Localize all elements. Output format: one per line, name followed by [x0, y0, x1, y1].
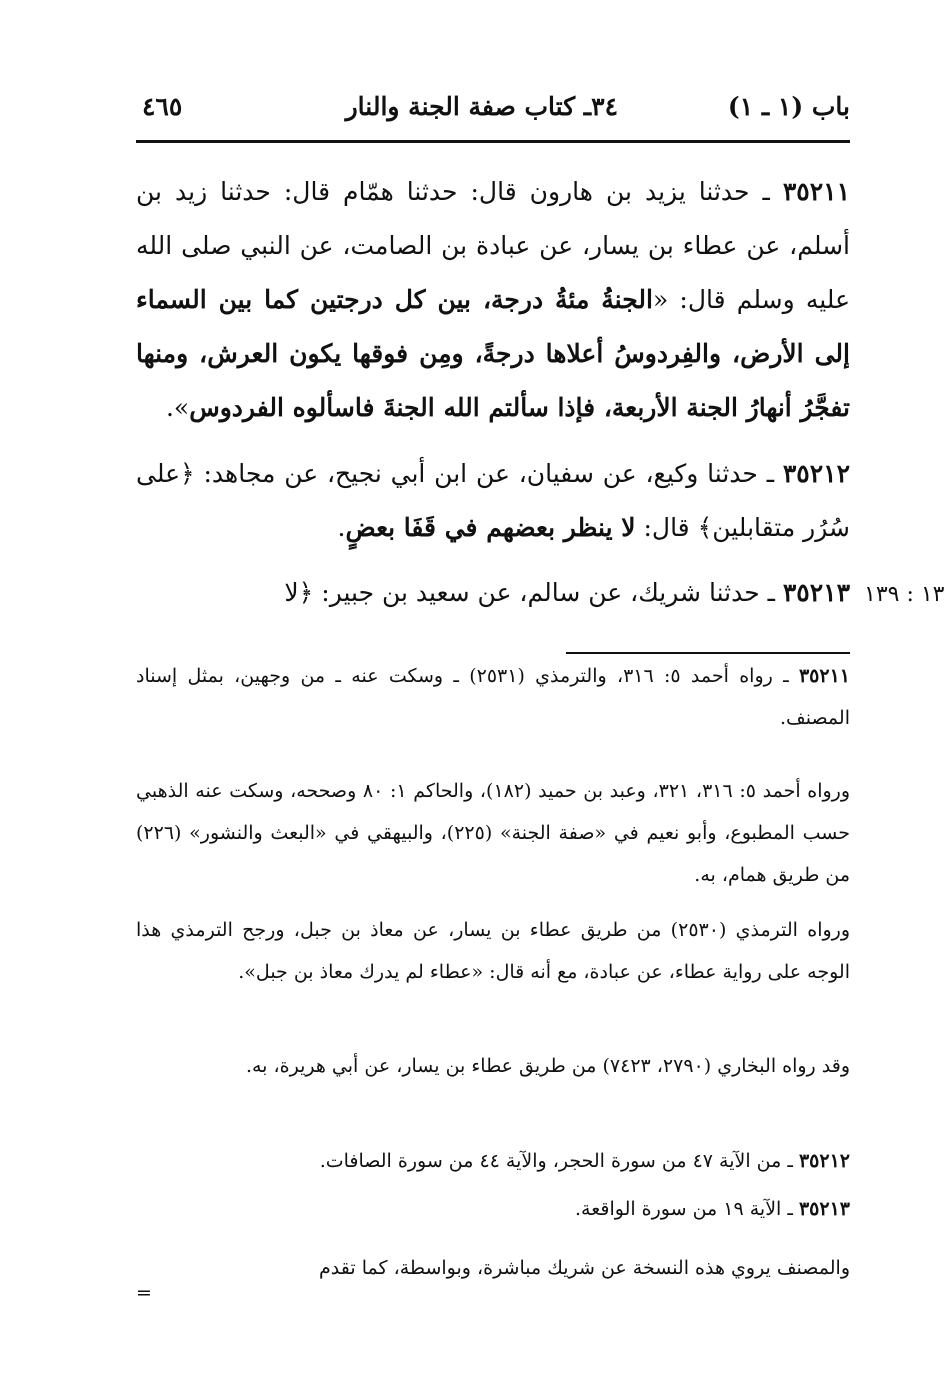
- hadith-matn: الجنةُ مئةُ درجة، بين كل درجتين كما بين السماء إلى الأرض، والفِردوسُ أعلاها درجةً، ومِن فوقها يكون العرش، ومنها تفجَّرُ أنهارُ الجنة الأربعة، فإذا سألتم الله الجنةَ فاسألوه الفردوس: [136, 285, 850, 422]
- footnote-paragraph: ورواه الترمذي (٢٥٣٠) من طريق عطاء بن يسار، عن معاذ بن جبل، ورجح الترمذي هذا الوجه على رواية عطاء، عن عبادة، مع أنه قال: «عطاء لم يدرك معاذ بن جبل».: [136, 919, 850, 983]
- chapter-label: باب (١ ـ ١): [727, 92, 850, 121]
- footnote-35212: [136, 1140, 850, 1182]
- footnote-number: ٣٥٢١١: [798, 665, 850, 687]
- hadith-matn: لا ينظر بعضهم في قَفَا بعضٍ: [345, 513, 636, 542]
- hadith-35212: [136, 447, 850, 555]
- footnote-35211: [136, 655, 850, 739]
- hadith-close: .: [337, 513, 346, 542]
- footnote-text: ـ من الآية ٤٧ من سورة الحجر، والآية ٤٤ من سورة الصافات.: [319, 1150, 799, 1172]
- hadith-35213: [136, 566, 850, 620]
- footnote-paragraph: وقد رواه البخاري (٢٧٩٠، ٧٤٢٣) من طريق عطاء بن يسار، عن أبي هريرة، به.: [245, 1055, 850, 1077]
- margin-reference: ١٣ : ١٣٩: [864, 582, 945, 607]
- hadith-35211: [136, 165, 850, 435]
- footnote-number: ٣٥٢١٣: [798, 1198, 850, 1220]
- hadith-close: ».: [165, 393, 190, 422]
- hadith-text: ـ حدثنا شريك، عن سالم، عن سعيد بن جبير: ﴿لا: [284, 578, 783, 607]
- footnote-text: ـ رواه أحمد ٥: ٣١٦، والترمذي (٢٥٣١) ـ وسكت عنه ـ من وجهين، بمثل إسناد المصنف.: [136, 665, 850, 729]
- hadith-text: ـ حدثنا وكيع، عن سفيان، عن ابن أبي نجيح، عن مجاهد: ﴿على سُرُر متقابلين﴾ قال:: [136, 459, 850, 542]
- footnote-paragraph: ورواه أحمد ٥: ٣١٦، ٣٢١، وعبد بن حميد (١٨٢)، والحاكم ١: ٨٠ وصححه، وسكت عنه الذهبي حسب المطبوع، وأبو نعيم في «صفة الجنة» (٢٢٥)، والبيهقي في «البعث والنشور» (٢٢٦) من طريق همام، به.: [136, 780, 851, 886]
- page-number: ٤٦٥: [142, 92, 183, 121]
- continuation-mark: =: [136, 1282, 152, 1304]
- footnote-paragraph: والمصنف يروي هذه النسخة عن شريك مباشرة، وبواسطة، كما تقدم: [319, 1257, 850, 1279]
- book-title: ٣٤ـ كتاب صفة الجنة والنار: [345, 92, 618, 121]
- hadith-number: ٣٥٢١٢: [782, 459, 850, 488]
- hadith-number: ٣٥٢١٣: [782, 578, 850, 607]
- page-header: [136, 88, 850, 134]
- hadith-number: ٣٥٢١١: [782, 177, 850, 206]
- header-rule: [136, 140, 850, 143]
- footnote-text: ـ الآية ١٩ من سورة الواقعة.: [575, 1198, 799, 1220]
- footnote-number: ٣٥٢١٢: [798, 1150, 850, 1172]
- hadith-text: ـ حدثنا يزيد بن هارون قال: حدثنا همّام قال: حدثنا زيد بن أسلم، عن عطاء بن يسار، عن عبادة بن الصامت، عن النبي صلى الله عليه وسلم قال: «: [136, 177, 850, 314]
- footnote-35213: [136, 1188, 850, 1230]
- footnote-rule: [566, 652, 850, 654]
